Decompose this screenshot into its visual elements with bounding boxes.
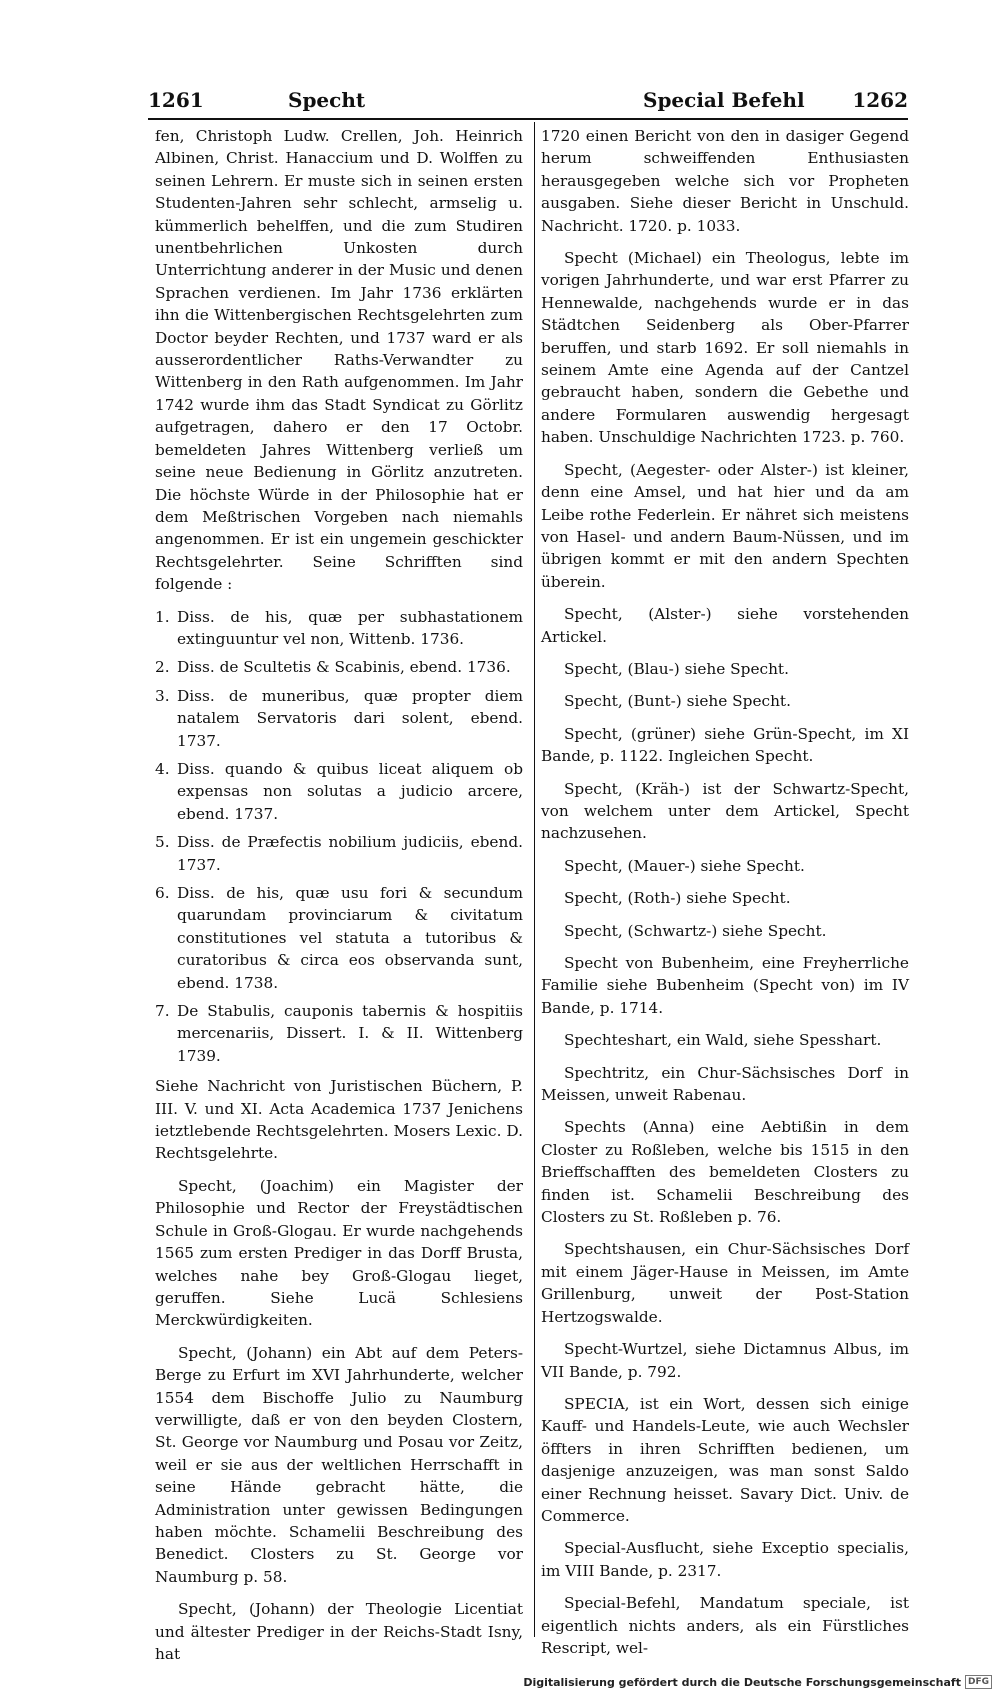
works-list-item: 6. Diss. de his, quæ usu fori & secundum quarundam provinciarum & civitatum constitutiones vel statuta a tutoribus & curatoribus & circa eos observanda sunt, ebend. 1738.	[155, 884, 523, 992]
works-list-item: 5. Diss. de Præfectis nobilium judiciis, ebend. 1737.	[155, 833, 523, 874]
entry-specia: SPECIA, ist ein Wort, dessen sich einige Kauff- und Handels-Leute, wie auch Wechsler öffters in ihren Schrifften bedienen, um dasjenige anzuzeigen, was man sonst Saldo einer Rechnung heisset. Savary Dict. Univ. de Commerce.	[541, 1394, 909, 1525]
dfg-logo-icon: DFG	[965, 1675, 992, 1689]
column-divider	[534, 122, 535, 1637]
entry-special-ausflucht: Special-Ausflucht, siehe Exceptio specialis, im VIII Bande, p. 2317.	[541, 1539, 909, 1580]
entry-specht-gruener: Specht, (grüner) siehe Grün-Specht, im XI Bande, p. 1122. Ingleichen Specht.	[541, 724, 909, 766]
left-column	[155, 125, 523, 1675]
entry-specht-roth: Specht, (Roth-) siehe Specht.	[563, 889, 791, 908]
entry-specht-schwartz: Specht, (Schwartz-) siehe Specht.	[563, 921, 827, 940]
left-running-head: Specht	[288, 88, 366, 112]
right-running-head: Special Befehl	[643, 88, 805, 112]
entry-specht-michael: Specht (Michael) ein Theologus, lebte im vorigen Jahrhunderte, und war erst Pfarrer zu Hennewalde, nachgehends wurde er in das Städtchen Seidenberg als Ober-Pfarrer beruffen, und starb 1692. Er soll niemahls in seinem Amte eine Agenda auf der Cantzel gebraucht haben, sondern die Gebethe und andere Formularen auswendig hergesagt haben. Unschuldige Nachrichten 1723. p. 760.	[541, 249, 909, 447]
header-rule	[148, 118, 908, 120]
entry-specht-bubenheim: Specht von Bubenheim, eine Freyherrliche Familie siehe Bubenheim (Specht von) im IV Bande, p. 1714.	[541, 954, 909, 1017]
works-list	[155, 606, 523, 1068]
works-list-item: 7. De Stabulis, cauponis tabernis & hospitiis mercenariis, Dissert. I. & II. Wittenberg 1739.	[155, 1002, 523, 1065]
left-page-number: 1261	[148, 88, 204, 112]
entry-crell-continued: fen, Christoph Ludw. Crellen, Joh. Heinrich Albinen, Christ. Hanaccium und D. Wolffen zu seinen Lehrern. Er muste sich in seinen ersten Studenten-Jahren sehr schlecht, armselig u. kümmerlich behelffen, und die zum Studiren unentbehrlichen Unkosten durch Unterrichtung anderer in der Music und denen Sprachen verdienen. Im Jahr 1736 erklärten ihn die Wittenbergischen Rechtsgelehrten zum Doctor beyder Rechten, und 1737 ward er als ausserordentlicher Raths-Verwandter zu Wittenberg in den Rath aufgenommen. Im Jahr 1742 wurde ihm das Stadt Syndicat zu Görlitz aufgetragen, dahero er den 17 Octobr. bemeldeten Jahres Wittenberg verließ um seine neue Bedienung in Görlitz anzutreten. Die höchste Würde in der Philosophie hat er dem Meßtrischen Vorgeben nach niemahls angenommen. Er ist ein ungemein geschickter Rechtsgelehrter. Seine Schrifften sind folgende :	[155, 127, 523, 594]
page-header	[148, 88, 908, 118]
entry-licentiat-continued: 1720 einen Bericht von den in dasiger Gegend herum schweiffenden Enthusiasten herausgegeben welche sich vor Propheten ausgaben. Siehe dieser Bericht in Unschuld. Nachricht. 1720. p. 1033.	[541, 127, 909, 235]
works-list-item: 4. Diss. quando & quibus liceat aliquem ob expensas non solutas a judicio arcere, ebend. 1737.	[155, 759, 523, 823]
right-column	[541, 125, 909, 1669]
entry-specht-bunt: Specht, (Bunt-) siehe Specht.	[563, 692, 791, 711]
entry-spechts-anna: Spechts (Anna) eine Aebtißin in dem Closter zu Roßleben, welche bis 1515 in den Brieffschafften des bemeldeten Closters zu finden ist. Schamelii Beschreibung des Closters zu St. Roßleben p. 76.	[541, 1118, 909, 1227]
entry-specht-mauer: Specht, (Mauer-) siehe Specht.	[563, 856, 805, 875]
works-list-item: 1. Diss. de his, quæ per subhastationem extinguuntur vel non, Wittenb. 1736.	[155, 607, 523, 648]
entry-specht-alster: Specht, (Alster-) siehe vorstehenden Artickel.	[541, 605, 909, 646]
entry-special-befehl: Special-Befehl, Mandatum speciale, ist eigentlich nichts anders, als ein Fürstliches Rescript, wel-	[541, 1594, 909, 1657]
entry-specht-joachim: Specht, (Joachim) ein Magister der Philosophie und Rector der Freystädtischen Schule in Groß-Glogau. Er wurde nachgehends 1565 zum ersten Prediger in das Dorff Brusta, welches nahe bey Groß-Glogau lieget, geruffen. Siehe Lucä Schlesiens Merckwürdigkeiten.	[155, 1176, 523, 1330]
entry-spechtshausen: Spechtshausen, ein Chur-Sächsisches Dorf mit einem Jäger-Hause in Meissen, im Amte Grillenburg, unweit der Post-Station Hertzogswalde.	[541, 1240, 909, 1326]
footer-text: Digitalisierung gefördert durch die Deutsche Forschungsgemeinschaft	[523, 1675, 961, 1689]
entry-specht-blau: Specht, (Blau-) siehe Specht.	[563, 659, 789, 678]
entry-specht-kraeh: Specht, (Kräh-) ist der Schwartz-Specht, von welchem unter dem Artickel, Specht nachzusehen.	[541, 779, 909, 843]
entry-specht-johann-abt: Specht, (Johann) ein Abt auf dem Peters-Berge zu Erfurt im XVI Jahrhunderte, welcher 1554 dem Bischoffe Julio zu Naumburg verwilligte, daß er von den beyden Clostern, St. George vor Naumburg und Posau vor Zeitz, weil er sie aus der weltlichen Herrschafft in seine Hände gebracht hätte, die Administration unter gewissen Bedingungen haben möchte. Schamelii Beschreibung des Benedict. Closters zu St. George vor Naumburg p. 58.	[155, 1343, 523, 1586]
entry-specht-aegester: Specht, (Aegester- oder Alster-) ist kleiner, denn eine Amsel, und hat hier und da am Leibe rothe Federlein. Er nähret sich meistens von Hasel- und andern Baum-Nüssen, und im übrigen kommt er mit den andern Spechten überein.	[541, 460, 909, 591]
entry-spechtritz: Spechtritz, ein Chur-Sächsisches Dorf in Meissen, unweit Rabenau.	[541, 1063, 909, 1105]
entry-specht-johann-licentiat: Specht, (Johann) der Theologie Licentiat und ältester Prediger in der Reichs-Stadt Isny, hat	[155, 1600, 523, 1663]
digitization-footer	[523, 1675, 992, 1689]
entry-specht-wurtzel: Specht-Wurtzel, siehe Dictamnus Albus, im VII Bande, p. 792.	[541, 1340, 909, 1381]
right-page-number: 1262	[852, 88, 908, 112]
works-list-item: 3. Diss. de muneribus, quæ propter diem natalem Servatoris dari solent, ebend. 1737.	[155, 686, 523, 750]
entry-spechteshart: Spechteshart, ein Wald, siehe Spesshart.	[563, 1031, 882, 1050]
works-list-item: 2. Diss. de Scultetis & Scabinis, ebend. 1736.	[155, 658, 511, 677]
entry-references: Siehe Nachricht von Juristischen Büchern, P. III. V. und XI. Acta Academica 1737 Jenichens ietztlebende Rechtsgelehrten. Mosers Lexic. D. Rechtsgelehrte.	[155, 1077, 523, 1163]
